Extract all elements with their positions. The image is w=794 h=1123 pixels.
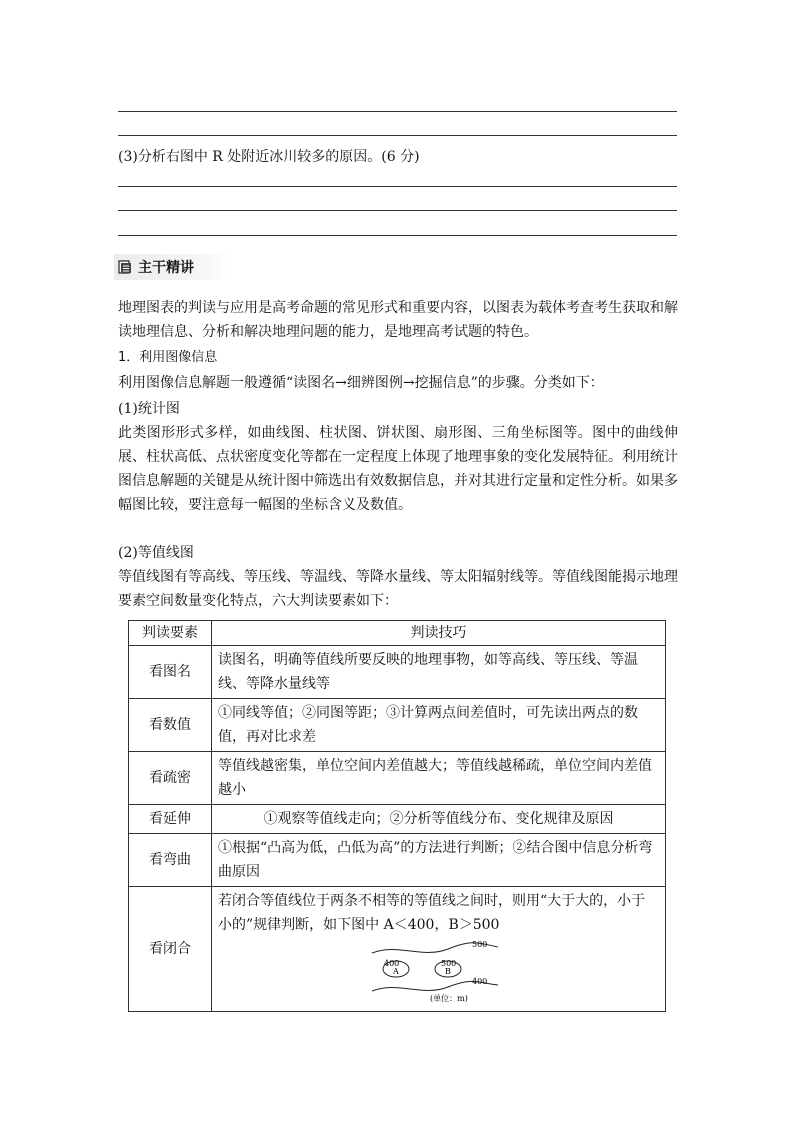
diagram-unit: (单位：m) [430, 994, 468, 1003]
table-row-key: 看数值 [129, 699, 212, 752]
table-row-key: 看延伸 [129, 805, 212, 834]
section-heading [114, 254, 230, 280]
heading-1-text: 利用图像信息解题一般遵循“读图名→细辨图例→挖掘信息”的步骤。分类如下： [118, 375, 604, 391]
isoline-reading-table [128, 620, 666, 1012]
table-row-key: 看图名 [129, 646, 212, 699]
answer-line-3 [118, 186, 677, 187]
table-row-value: ①观察等值线走向；②分析等值线分布、变化规律及原因 [212, 805, 666, 834]
subheading-1: (1)统计图 [118, 401, 180, 417]
table-row [129, 646, 666, 699]
closed-isoline-diagram [368, 939, 508, 1005]
table-row [129, 834, 666, 887]
table-header-row [129, 621, 666, 646]
closed-isoline-b-label: B [445, 967, 451, 976]
table-row-value [212, 887, 666, 1012]
subheading-2-text: 等值线图有等高线、等压线、等温线、等降水量线、等太阳辐射线等。等值线图能揭示地理要素空间数量变化特点，六大判读要素如下： [118, 569, 678, 609]
answer-line-2 [118, 135, 677, 136]
answer-line-1 [118, 111, 677, 112]
table-row [129, 887, 666, 1012]
table-row-value: ①同线等值；②同图等距；③计算两点间差值时，可先读出两点的数值，再对比求差 [212, 699, 666, 752]
subheading-2: (2)等值线图 [118, 545, 194, 561]
table-row-key: 看闭合 [129, 887, 212, 1012]
table-row-value: ①根据“凸高为低，凸低为高”的方法进行判断；②结合图中信息分析弯曲原因 [212, 834, 666, 887]
table-row [129, 805, 666, 834]
closed-isoline-b-value: 500 [441, 959, 457, 968]
closed-isoline-text: 若闭合等值线位于两条不相等的等值线之间时，则用“大于大的，小于小的”规律判断，如下图中 A＜400，B＞500 [218, 893, 646, 933]
document-icon [118, 260, 132, 274]
table-header-value: 判读技巧 [212, 621, 666, 646]
answer-line-5 [118, 235, 677, 236]
heading-1: 1．利用图像信息 [118, 350, 218, 365]
isoline-400-label: 400 [472, 977, 488, 986]
question-3: (3)分析右图中 R 处附近冰川较多的原因。(6 分) [118, 149, 420, 165]
isoline-500-label: 500 [472, 940, 488, 949]
table-row [129, 752, 666, 805]
table-header-key: 判读要素 [129, 621, 212, 646]
table-row [129, 699, 666, 752]
answer-line-4 [118, 210, 677, 211]
closed-isoline-a-label: A [393, 967, 399, 976]
table-row-key: 看疏密 [129, 752, 212, 805]
table-row-value: 读图名，明确等值线所要反映的地理事物，如等高线、等压线、等温线、等降水量线等 [212, 646, 666, 699]
table-row-value: 等值线越密集，单位空间内差值越大；等值线越稀疏，单位空间内差值越小 [212, 752, 666, 805]
intro-paragraph: 地理图表的判读与应用是高考命题的常见形式和重要内容，以图表为载体考查考生获取和解读地理信息、分析和解决地理问题的能力，是地理高考试题的特色。 [118, 300, 678, 340]
closed-isoline-a-value: 400 [384, 959, 400, 968]
subheading-1-text: 此类图形形式多样，如曲线图、柱状图、饼状图、扇形图、三角坐标图等。图中的曲线伸展、柱状高低、点状密度变化等都在一定程度上体现了地理事象的变化发展特征。利用统计图信息解题的关键是从统计图中筛选出有效数据信息，并对其进行定量和定性分析。如果多幅图比较，要注意每一幅图的坐标含义及数值。 [118, 425, 678, 513]
section-title: 主干精讲 [138, 260, 194, 276]
table-row-key: 看弯曲 [129, 834, 212, 887]
